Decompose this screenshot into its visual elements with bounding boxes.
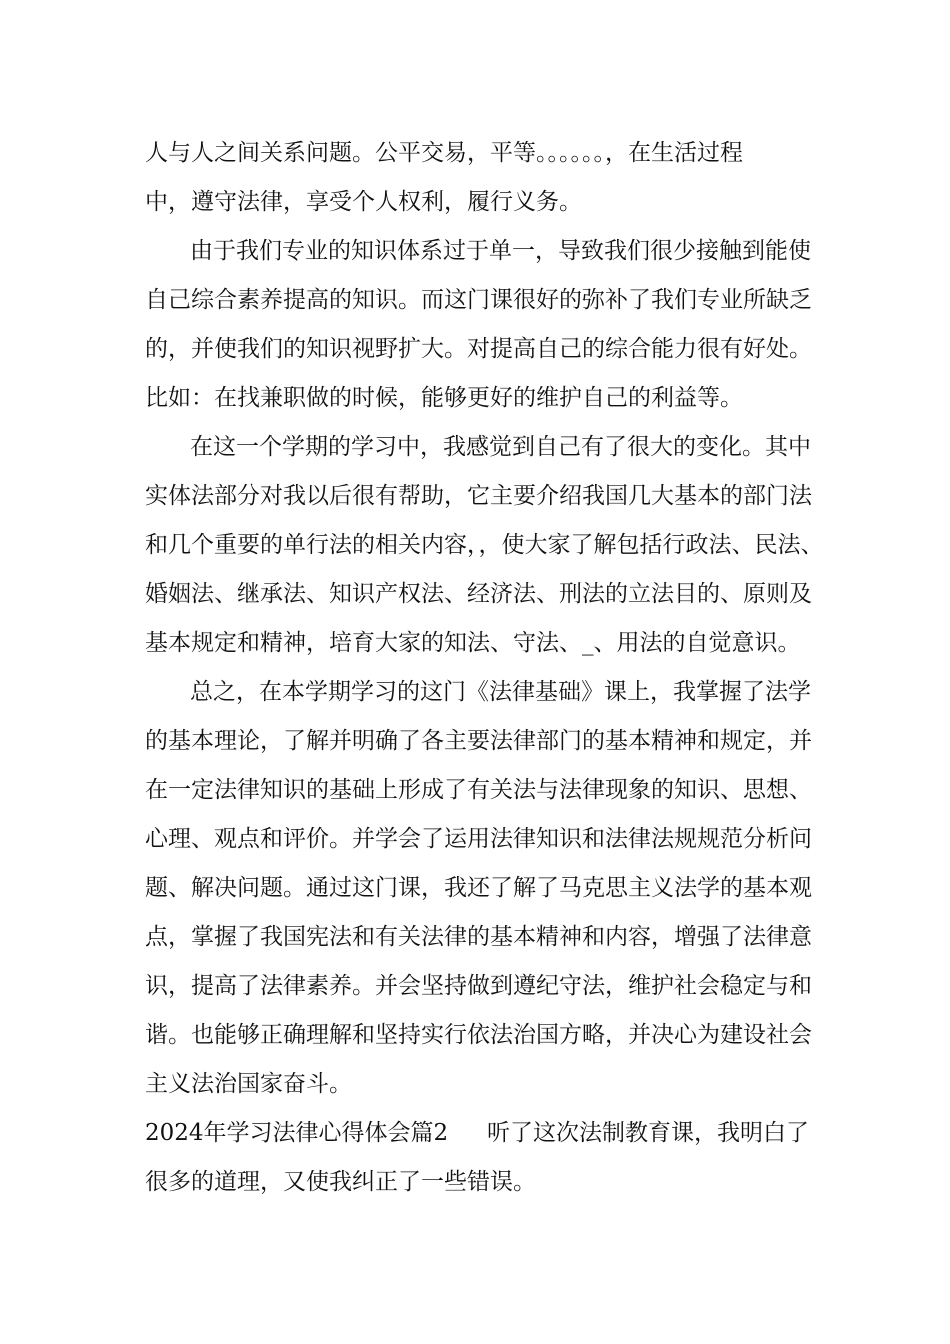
paragraph-line: 的基本理论，了解并明确了各主要法律部门的基本精神和规定，并: [145, 728, 812, 754]
paragraph-line: 题、解决问题。通过这门课，我还了解了马克思主义法学的基本观: [145, 875, 812, 901]
paragraph-line: 和几个重要的单行法的相关内容，，使大家了解包括行政法、民法、: [145, 532, 824, 558]
section-first-line: 听了这次法制教育课，我明白了: [487, 1120, 809, 1146]
section-heading-line: [145, 1118, 809, 1148]
paragraph-line: 实体法部分对我以后很有帮助，它主要介绍我国几大基本的部门法: [145, 483, 812, 509]
paragraph-line: 婚姻法、继承法、知识产权法、经济法、刑法的立法目的、原则及: [145, 581, 812, 607]
paragraph-line: 人与人之间关系问题。公平交易，平等。。。。。。，在生活过程: [145, 140, 743, 166]
paragraph-line: 基本规定和精神，培育大家的知法、守法、_、用法的自觉意识。: [145, 630, 801, 656]
paragraph-line: 在一定法律知识的基础上形成了有关法与法律现象的知识、思想、: [145, 777, 812, 803]
paragraph-line: 识，提高了法律素养。并会坚持做到遵纪守法，维护社会稳定与和: [145, 973, 812, 999]
paragraph-line: 的，并使我们的知识视野扩大。对提高自己的综合能力很有好处。: [145, 336, 812, 362]
paragraph-line: 主义法治国家奋斗。: [145, 1071, 352, 1097]
paragraph-line: 总之，在本学期学习的这门《法律基础》课上，我掌握了法学: [190, 679, 811, 705]
paragraph-line: 中，遵守法律，享受个人权利，履行义务。: [145, 189, 582, 215]
paragraph-line: 比如：在找兼职做的时候，能够更好的维护自己的利益等。: [145, 385, 743, 411]
paragraph-line: 点，掌握了我国宪法和有关法律的基本精神和内容，增强了法律意: [145, 924, 812, 950]
paragraph-line: 心理、观点和评价。并学会了运用法律知识和法律法规规范分析问: [145, 826, 812, 852]
paragraph-line: 在这一个学期的学习中，我感觉到自己有了很大的变化。其中: [190, 434, 811, 460]
paragraph-line: 很多的道理，又使我纠正了一些错误。: [145, 1169, 536, 1195]
paragraph-line: 谐。也能够正确理解和坚持实行依法治国方略，并决心为建设社会: [145, 1022, 812, 1048]
paragraph-line: 自己综合素养提高的知识。而这门课很好的弥补了我们专业所缺乏: [145, 287, 812, 313]
paragraph-line: 由于我们专业的知识体系过于单一，导致我们很少接触到能使: [190, 238, 811, 264]
section-title: 2024年学习法律心得体会篇2: [145, 1120, 449, 1146]
